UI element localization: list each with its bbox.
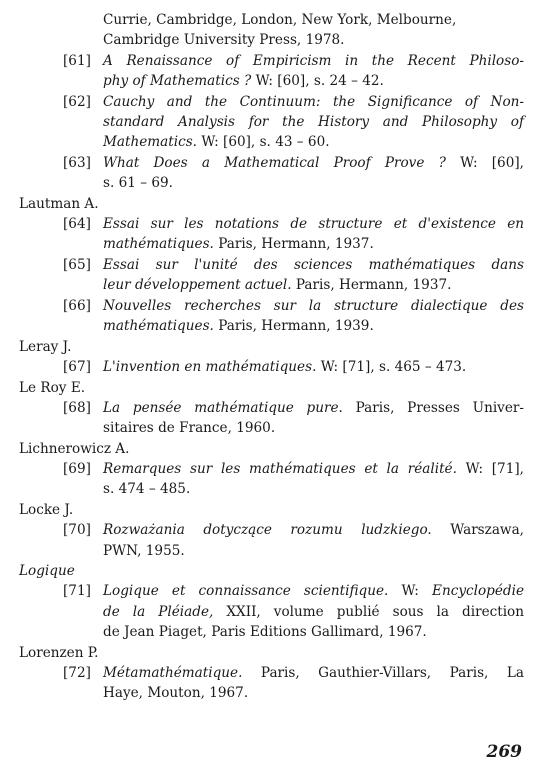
reference-line-text bbox=[103, 359, 524, 376]
reference-details: Warszawa, bbox=[431, 522, 524, 539]
reference-number: [67] bbox=[63, 358, 91, 375]
reference-details: s. 61 – 69. bbox=[103, 175, 173, 191]
author-name: Logique bbox=[19, 563, 75, 580]
reference-title: mathématiques. bbox=[103, 236, 214, 253]
reference-details: XXII, volume publié sous la direction bbox=[213, 603, 524, 620]
reference-line bbox=[103, 420, 524, 437]
reference-line bbox=[103, 359, 524, 376]
reference-line-text bbox=[103, 583, 524, 600]
author-name: Leray J. bbox=[19, 338, 72, 355]
reference-line-text bbox=[103, 236, 524, 253]
reference-line-text bbox=[103, 155, 524, 172]
reference-details: PWN, 1955. bbox=[103, 542, 185, 559]
reference-line bbox=[103, 522, 524, 539]
reference-number: [70] bbox=[63, 522, 91, 539]
reference-details: Paris, Hermann, 1939. bbox=[213, 318, 374, 334]
reference-line bbox=[103, 318, 524, 335]
reference-details: s. 474 – 485. bbox=[103, 481, 191, 498]
reference-line-text bbox=[103, 400, 524, 417]
reference-line-text bbox=[103, 604, 524, 621]
reference-details: Paris, Hermann, 1937. bbox=[291, 277, 452, 294]
reference-line-text bbox=[103, 53, 524, 70]
reference-title: Remarques sur les mathématiques et la réalité. bbox=[103, 461, 457, 477]
reference-line bbox=[103, 481, 524, 498]
reference-line-text bbox=[103, 277, 524, 294]
reference-title: Logique et connaissance scientifique. bbox=[103, 583, 389, 600]
reference-title: Mathematics. bbox=[103, 134, 198, 151]
reference-title: de la Pléiade, bbox=[103, 603, 214, 620]
reference-details: Paris, Presses Univer- bbox=[342, 399, 524, 416]
author-name: Locke J. bbox=[19, 501, 74, 518]
reference-number: [62] bbox=[63, 93, 91, 110]
reference-title: Nouvelles recherches sur la structure dialectique des bbox=[103, 297, 524, 314]
reference-line bbox=[103, 73, 524, 90]
reference-line-text bbox=[103, 175, 524, 192]
reference-line-text bbox=[103, 543, 524, 560]
reference-line-text bbox=[103, 665, 524, 682]
reference-title: L'invention en mathématiques. bbox=[103, 358, 317, 375]
reference-line bbox=[103, 175, 524, 192]
reference-number: [71] bbox=[63, 583, 91, 600]
reference-title: Cauchy and the Continuum: the Significance of Non- bbox=[103, 93, 524, 110]
reference-line-text bbox=[103, 73, 524, 90]
reference-title: Métamathématique. bbox=[103, 664, 243, 681]
reference-details: W: [71], s. 465 – 473. bbox=[316, 358, 467, 375]
reference-line bbox=[103, 543, 524, 560]
reference-title: mathématiques. bbox=[103, 318, 214, 334]
reference-number: [61] bbox=[63, 52, 91, 69]
reference-line-text bbox=[103, 461, 524, 478]
author-name: Lautman A. bbox=[19, 195, 99, 212]
reference-details: de Jean Piaget, Paris Editions Gallimard, 1967. bbox=[103, 624, 427, 640]
reference-line bbox=[103, 604, 524, 621]
author-name: Lorenzen P. bbox=[19, 644, 99, 661]
reference-number: [69] bbox=[63, 461, 91, 477]
reference-line-text bbox=[103, 94, 524, 111]
reference-line-text bbox=[103, 318, 524, 335]
reference-line bbox=[103, 277, 524, 294]
reference-number: [63] bbox=[63, 154, 91, 171]
reference-line bbox=[103, 400, 524, 417]
author-name: Lichnerowicz A. bbox=[19, 440, 130, 457]
reference-line-text bbox=[103, 216, 524, 233]
reference-line bbox=[103, 94, 524, 111]
reference-line bbox=[103, 298, 524, 315]
reference-title: Essai sur l'unité des sciences mathématiques dans bbox=[103, 256, 524, 273]
reference-line bbox=[103, 257, 524, 274]
reference-line bbox=[103, 114, 524, 131]
reference-number: [68] bbox=[63, 399, 91, 416]
reference-title: leur développement actuel. bbox=[103, 277, 292, 294]
reference-title: standard Analysis for the History and Philosophy of bbox=[103, 113, 524, 130]
reference-title: Encyclopédie bbox=[432, 583, 524, 600]
reference-details: sitaires de France, 1960. bbox=[103, 420, 276, 437]
reference-line-text bbox=[103, 298, 524, 315]
reference-line bbox=[103, 461, 524, 478]
reference-line bbox=[103, 236, 524, 253]
reference-title: Rozważania dotyczące rozumu ludzkiego. bbox=[103, 522, 432, 539]
reference-line bbox=[103, 624, 524, 641]
reference-details: W: [60], s. 24 – 42. bbox=[251, 72, 384, 89]
reference-number: [72] bbox=[63, 664, 91, 681]
reference-title: phy of Mathematics ? bbox=[103, 72, 252, 89]
reference-title: Essai sur les notations de structure et d'existence en bbox=[103, 215, 524, 232]
reference-line bbox=[103, 53, 524, 70]
author-name: Le Roy E. bbox=[19, 379, 86, 396]
reference-details: Haye, Mouton, 1967. bbox=[103, 685, 249, 702]
reference-details: W: [71], bbox=[456, 461, 524, 477]
reference-line-text bbox=[103, 685, 524, 702]
reference-line-text bbox=[103, 522, 524, 539]
reference-title: A Renaissance of Empiricism in the Recent Philoso- bbox=[103, 52, 524, 69]
reference-number: [66] bbox=[63, 297, 91, 314]
reference-details: W: [60], bbox=[445, 154, 524, 171]
reference-title: What Does a Mathematical Proof Prove ? bbox=[103, 154, 446, 171]
reference-number: [64] bbox=[63, 215, 91, 232]
reference-line-text bbox=[103, 624, 524, 641]
reference-line-text bbox=[103, 481, 524, 498]
continuation-line: Cambridge University Press, 1978. bbox=[103, 32, 345, 49]
reference-line bbox=[103, 665, 524, 682]
page-number: 269 bbox=[486, 742, 522, 762]
reference-line bbox=[103, 685, 524, 702]
reference-details: Paris, Gauthier-Villars, Paris, La bbox=[242, 664, 524, 681]
reference-line-text bbox=[103, 257, 524, 274]
reference-line-text bbox=[103, 420, 524, 437]
reference-line bbox=[103, 216, 524, 233]
reference-line bbox=[103, 155, 524, 172]
reference-line-text bbox=[103, 114, 524, 131]
continuation-line: Currie, Cambridge, London, New York, Melbourne, bbox=[103, 12, 457, 28]
reference-details: W: bbox=[388, 583, 433, 600]
reference-details: W: [60], s. 43 – 60. bbox=[197, 134, 330, 151]
reference-details: Paris, Hermann, 1937. bbox=[213, 236, 374, 253]
reference-line-text bbox=[103, 134, 524, 151]
reference-number: [65] bbox=[63, 256, 91, 273]
reference-title: La pensée mathématique pure. bbox=[103, 399, 343, 416]
reference-line bbox=[103, 134, 524, 151]
reference-line bbox=[103, 583, 524, 600]
